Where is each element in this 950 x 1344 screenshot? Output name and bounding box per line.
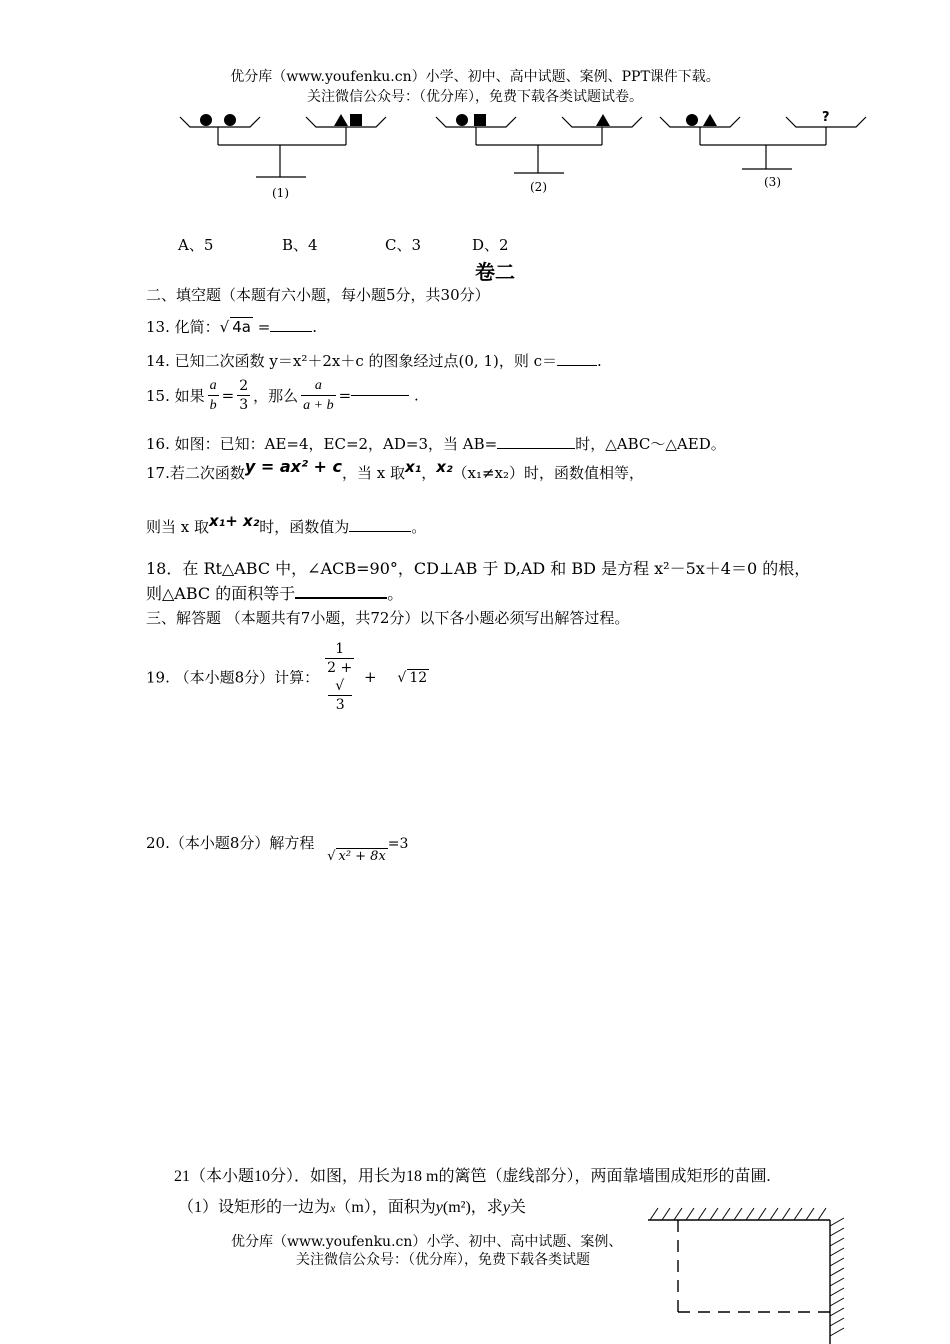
- q15-num2: 2: [239, 378, 249, 394]
- answer-blank-14[interactable]: [557, 365, 597, 366]
- circle-weight-icon: [686, 114, 698, 126]
- question-17-line-2: [146, 512, 427, 537]
- q17-cond: （x₁≠x₂）时，函数值相等，: [452, 464, 645, 482]
- question-15: [146, 376, 419, 415]
- q15-prefix: 15. 如果: [146, 387, 205, 405]
- q13-end: .: [312, 318, 318, 336]
- q18-line2-end: 。: [387, 584, 404, 603]
- section-title: 卷二: [475, 260, 515, 284]
- scale-label-2: (2): [530, 180, 547, 194]
- scale-label-1: (1): [272, 186, 289, 200]
- q13-equals: =: [257, 318, 271, 336]
- q15-num1: a: [209, 378, 217, 393]
- question-16: [146, 433, 726, 454]
- q14-text: 14. 已知二次函数 y＝x²＋2x＋c 的图象经过点(0, 1)，则 c＝: [146, 352, 558, 370]
- question-13: 13. 化简：√ 4a = .: [146, 318, 318, 336]
- option-b: B、4: [282, 236, 318, 254]
- question-19: 19. （本小题8分）计算： 1 2 + √ 3 + √ 12: [146, 641, 428, 713]
- q16-text: 16. 如图：已知：AE=4，EC=2，AD=3，当 AB=: [146, 435, 498, 453]
- q13-radicand: 4a: [232, 318, 251, 336]
- q19-plus: +: [364, 668, 377, 686]
- q19-den-a: 2 +: [327, 660, 353, 676]
- garden-wall-figure: [640, 1200, 850, 1344]
- option-c: C、3: [385, 236, 422, 254]
- header-line-2: 关注微信公众号：（优分库），免费下载各类试题试卷。: [307, 89, 643, 105]
- question-14: [146, 350, 602, 371]
- answer-blank-15[interactable]: [351, 395, 409, 396]
- answer-blank-18[interactable]: [295, 597, 387, 599]
- balance-scales-figure: [170, 105, 870, 205]
- square-weight-icon: [350, 114, 362, 126]
- q21-var-y: y: [435, 1199, 443, 1216]
- q18-line2-prefix: 则△ABC 的面积等于: [146, 584, 296, 603]
- q19-den-b: 3: [328, 695, 352, 714]
- q17-line2-end: 。: [411, 518, 427, 536]
- question-21-line-2: [178, 1194, 526, 1217]
- q17-mid1: ，当 x 取: [342, 464, 405, 482]
- q14-end: .: [597, 352, 602, 370]
- q21-line2-mid: （m），面积为: [335, 1199, 436, 1216]
- q17-x2: x₂: [436, 458, 453, 476]
- footer-line-1: 优分库（www.youfenku.cn）小学、初中、高中试题、案例、: [231, 1234, 623, 1250]
- q19-radicand: 12: [409, 669, 428, 686]
- q20-prefix: 20.（本小题8分）解方程: [146, 834, 315, 852]
- q17-line2-mid: 时，函数值为: [259, 518, 350, 536]
- circle-weight-icon: [456, 114, 468, 126]
- footer-line-2: 关注微信公众号：（优分库），免费下载各类试题: [296, 1252, 590, 1268]
- q19-numerator: 1: [335, 641, 345, 657]
- q20-radicand: x² + 8x: [338, 849, 386, 864]
- q15-num3: a: [314, 378, 322, 393]
- triangle-weight-icon: [703, 114, 717, 126]
- circle-weight-icon: [200, 114, 212, 126]
- question-17: [146, 457, 645, 483]
- q13-prefix: 13. 化简：: [146, 318, 220, 336]
- q17-formula: y = ax² + c: [244, 457, 342, 476]
- circle-weight-icon: [224, 114, 236, 126]
- option-d: D、2: [472, 236, 509, 254]
- q15-eq2: =: [338, 386, 352, 405]
- q15-mid: ，那么: [253, 387, 299, 405]
- header-line-1: 优分库（www.youfenku.cn）小学、初中、高中试题、案例、PPT课件下载。: [230, 69, 720, 85]
- q17-prefix: 17.若二次函数: [146, 464, 245, 482]
- part3-heading: 三、解答题 （本题共有7小题，共72分）以下各小题必须写出解答过程。: [146, 609, 630, 627]
- question-18-line-1: 18．在 Rt△ABC 中，∠ACB=90°，CD⊥AB 于 D,AD 和 BD 是方程 x²－5x＋4＝0 的根，: [146, 559, 811, 578]
- balance-scale-2: [436, 117, 642, 173]
- q20-suffix: =3: [387, 836, 409, 852]
- part2-heading: 二、填空题（本题有六小题，每小题5分，共30分）: [146, 286, 490, 304]
- q17-sum: x₁+ x₂: [209, 512, 260, 530]
- q17-x1: x₁: [405, 458, 422, 476]
- question-mark: ?: [822, 110, 830, 125]
- scale-label-3: (3): [764, 175, 781, 189]
- answer-blank-16[interactable]: [497, 448, 575, 449]
- q16-end: 时，△ABC～△AED。: [575, 435, 726, 453]
- q21-var-x: x: [330, 1201, 336, 1215]
- triangle-weight-icon: [334, 114, 348, 126]
- answer-blank-13[interactable]: [270, 331, 312, 332]
- square-weight-icon: [474, 114, 486, 126]
- q15-den3: a + b: [303, 398, 334, 413]
- q17-line2-prefix: 则当 x 取: [146, 518, 209, 536]
- question-21-line-1: 21（本小题10分）．如图，用长为18 m的篱笆（虚线部分），两面靠墙围成矩形的苗圃.: [174, 1168, 771, 1185]
- option-a: A、5: [178, 236, 214, 254]
- q19-prefix: 19. （本小题8分）计算：: [146, 668, 320, 687]
- q21-line2-prefix: （1）设矩形的一边为: [178, 1199, 331, 1216]
- q21-line2-end: 关: [509, 1199, 526, 1216]
- q15-eq: =: [221, 386, 235, 405]
- q17-comma: ，: [421, 464, 437, 482]
- question-18-line-2: [146, 581, 403, 604]
- q15-den2: 3: [239, 397, 249, 413]
- q15-end: .: [413, 386, 419, 405]
- q21-var-y2: y: [502, 1199, 510, 1216]
- q15-den1: b: [209, 398, 217, 413]
- q21-line2-unit: (m²)，求: [442, 1199, 503, 1216]
- question-20: 20.（本小题8分）解方程 √ x² + 8x=3: [146, 834, 409, 864]
- answer-blank-17[interactable]: [349, 531, 411, 532]
- triangle-weight-icon: [596, 114, 610, 126]
